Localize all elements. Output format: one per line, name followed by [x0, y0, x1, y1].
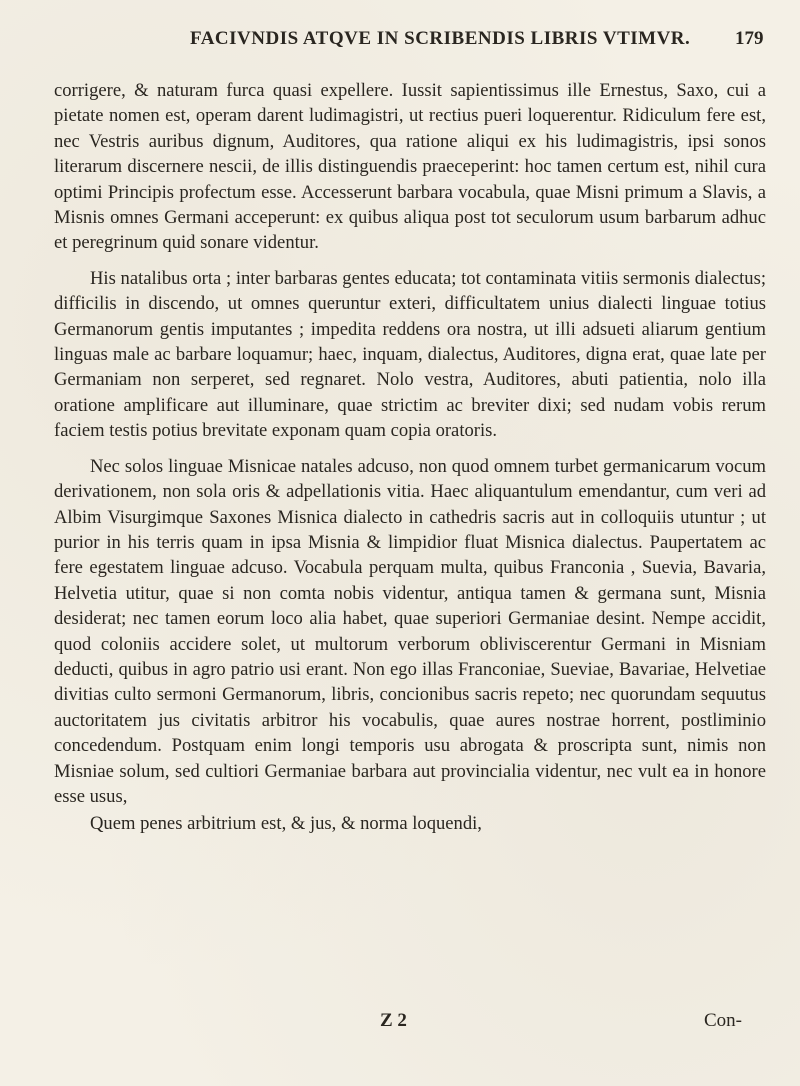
- page-footer: [0, 1010, 800, 1040]
- signature-mark: Z 2: [380, 1010, 407, 1031]
- page-header: [0, 28, 800, 58]
- running-title: FACIVNDIS ATQVE IN SCRIBENDIS LIBRIS VTIMVR.: [190, 28, 691, 49]
- main-text: [54, 78, 766, 837]
- paragraph-3: Nec solos linguae Misnicae natales adcuso, non quod omnem turbet germanicarum vocum derivationem, non sola oris & adpellationis vitia. Haec aliquantulum emendantur, cum veri ad Albim Visurgimque Saxones Misnica dialecto in cathedris sacris aut in colloquiis utuntur ; ut purior in his terris quam in ipsa Misnia & limpidior fluat Misnica dialectus. Paupertatem ac fere egestatem linguae adcuso. Vocabula perquam multa, quibus Franconia , Suevia, Bavaria, Helvetia utitur, quae si non comta nobis videntur, antiqua tamen & germana sunt, Misnia desiderat; nec tamen eorum loco alia habet, quae superiori Germaniae desint. Nempe accidit, quod coloniis accidere solet, ut multorum verborum obliviscerentur Germani in Misniam deducti, quibus in agro patrio usi erant. Non ego illas Franconiae, Sueviae, Bavariae, Helvetiae divitias culto sermoni Germanorum, libris, concionibus sacris repeto; nec quorundam sequutus auctoritatem jus civitatis arbitror his vocabulis, quae aures nostrae horrent, postliminio concedendum. Postquam enim longi temporis usu abrogata & proscripta sunt, nimis non Misniae solum, sed cultiori Germaniae barbara aut provincialia videntur, nec vult ea in honore esse usus,: [54, 455, 766, 807]
- paragraph-2: His natalibus orta ; inter barbaras gentes educata; tot contaminata vitiis sermonis dialectus; difficilis in discendo, ut omnes queruntur exteri, difficultatem unius dialecti linguae totius Germanorum gentis imputantes ; impedita reddens ora nostra, ut illi adsueti aliarum gentium linguas male ac barbare loquamur; haec, inquam, dialectus, Auditores, digna erat, quae late per Germaniam non serperet, sed regnaret. Nolo vestra, Auditores, abuti patientia, nolo illa oratione amplificare aut illuminare, quae strictim ac breviter dixi; sed nudam vobis rerum faciem testis potius brevitate exponam quam copia oratoris.: [54, 267, 766, 442]
- verse-line: Quem penes arbitrium est, & jus, & norma loquendi,: [90, 813, 482, 835]
- paragraph-1: corrigere, & naturam furca quasi expellere. Iussit sapientissimus ille Ernestus, Saxo, cui a pietate nomen est, operam darent ludimagistri, ut rectius pueri loquerentur. Ridiculum fere est, nec Vestris auribus dignum, Auditores, qua ratione aliqui ex his ludimagistris, ipsi sonos literarum discernere nescii, de illis distinguendis praeceperint: hoc tamen certum est, nihil cura optimi Principis profectum esse. Accesserunt barbara vocabula, quae Misni primum a Slavis, a Misnis omnes Germani acceperunt: ex quibus aliqua post tot seculorum usum barbarum adhuc et peregrinum quid sonare videntur.: [54, 80, 766, 254]
- page-number: 179: [735, 28, 764, 49]
- catchword: Con-: [704, 1010, 742, 1031]
